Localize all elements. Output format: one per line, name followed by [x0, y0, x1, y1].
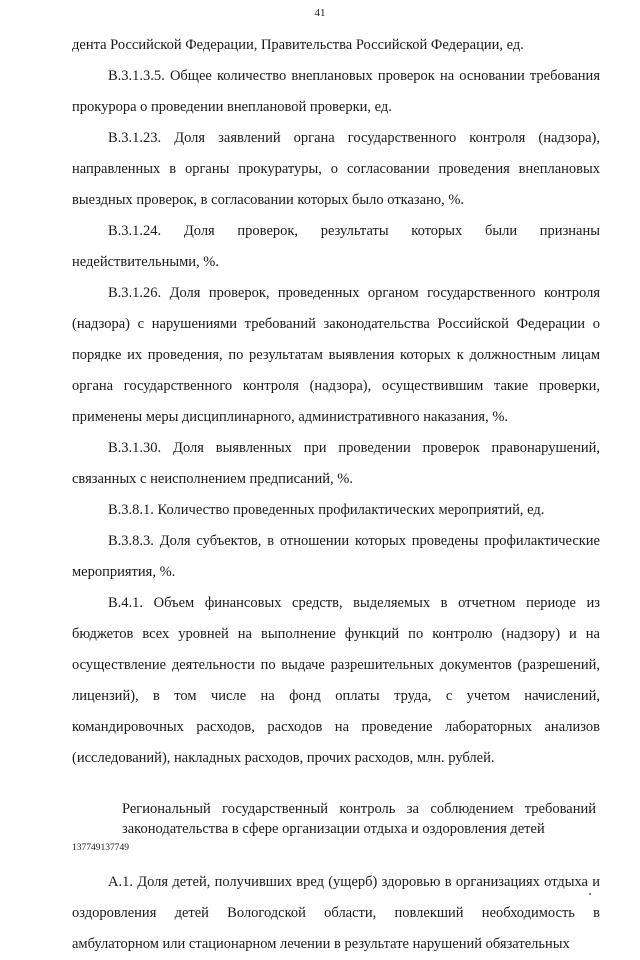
paragraph-b-3-8-3: В.3.8.3. Доля субъектов, в отношении которых проведены профилактические мероприятия, %.	[72, 533, 600, 580]
paragraph-a-1: А.1. Доля детей, получивших вред (ущерб) здоровью в организациях отдыха и оздоровления детей Вологодской области, повлекший необходимость в амбулаторном или стационарном лечении в результате нарушений обязательных	[72, 874, 600, 952]
paragraph-b-3-1-30: В.3.1.30. Доля выявленных при проведении проверок правонарушений, связанных с неисполнением предписаний, %.	[72, 440, 600, 487]
paragraph-b-3-8-1: В.3.8.1. Количество проведенных профилактических мероприятий, ед.	[108, 502, 545, 518]
document-code: 137749137749	[72, 843, 129, 853]
scan-speck	[589, 893, 591, 895]
paragraph-b-3-1-23: В.3.1.23. Доля заявлений органа государственного контроля (надзора), направленных в органы прокуратуры, о согласовании проведения внеплановых выездных проверок, в согласовании которых было отказано, %.	[72, 130, 600, 208]
paragraph-b-3-1-3-5: В.3.1.3.5. Общее количество внеплановых проверок на основании требования прокурора о проведении внеплановой проверки, ед.	[72, 68, 600, 115]
section-title: Региональный государственный контроль за соблюдением требований законодательства в сфере организации отдыха и оздоровления детей	[122, 801, 596, 837]
paragraph-b-3-1-24: В.3.1.24. Доля проверок, результаты которых были признаны недействительными, %.	[72, 223, 600, 270]
document-body	[72, 30, 600, 960]
page-number: 41	[314, 7, 326, 19]
paragraph-continuation: дента Российской Федерации, Правительства Российской Федерации, ед.	[72, 37, 524, 53]
paragraph-b-3-1-26: В.3.1.26. Доля проверок, проведенных органом государственного контроля (надзора) с нарушениями требований законодательства Российской Федерации о порядке их проведения, по результатам выявления которых к должностным лицам органа государственного контроля (надзора), осуществившим такие проверки, применены меры дисциплинарного, административного наказания, %.	[72, 285, 600, 425]
paragraph-b-4-1: В.4.1. Объем финансовых средств, выделяемых в отчетном периоде из бюджетов всех уровней на выполнение функций по контролю (надзору) и на осуществление деятельности по выдаче разрешительных документов (разрешений, лицензий), в том числе на фонд оплаты труда, с учетом начислений, командировочных расходов, расходов на проведение лабораторных анализов (исследований), накладных расходов, прочих расходов, млн. рублей.	[72, 595, 600, 766]
